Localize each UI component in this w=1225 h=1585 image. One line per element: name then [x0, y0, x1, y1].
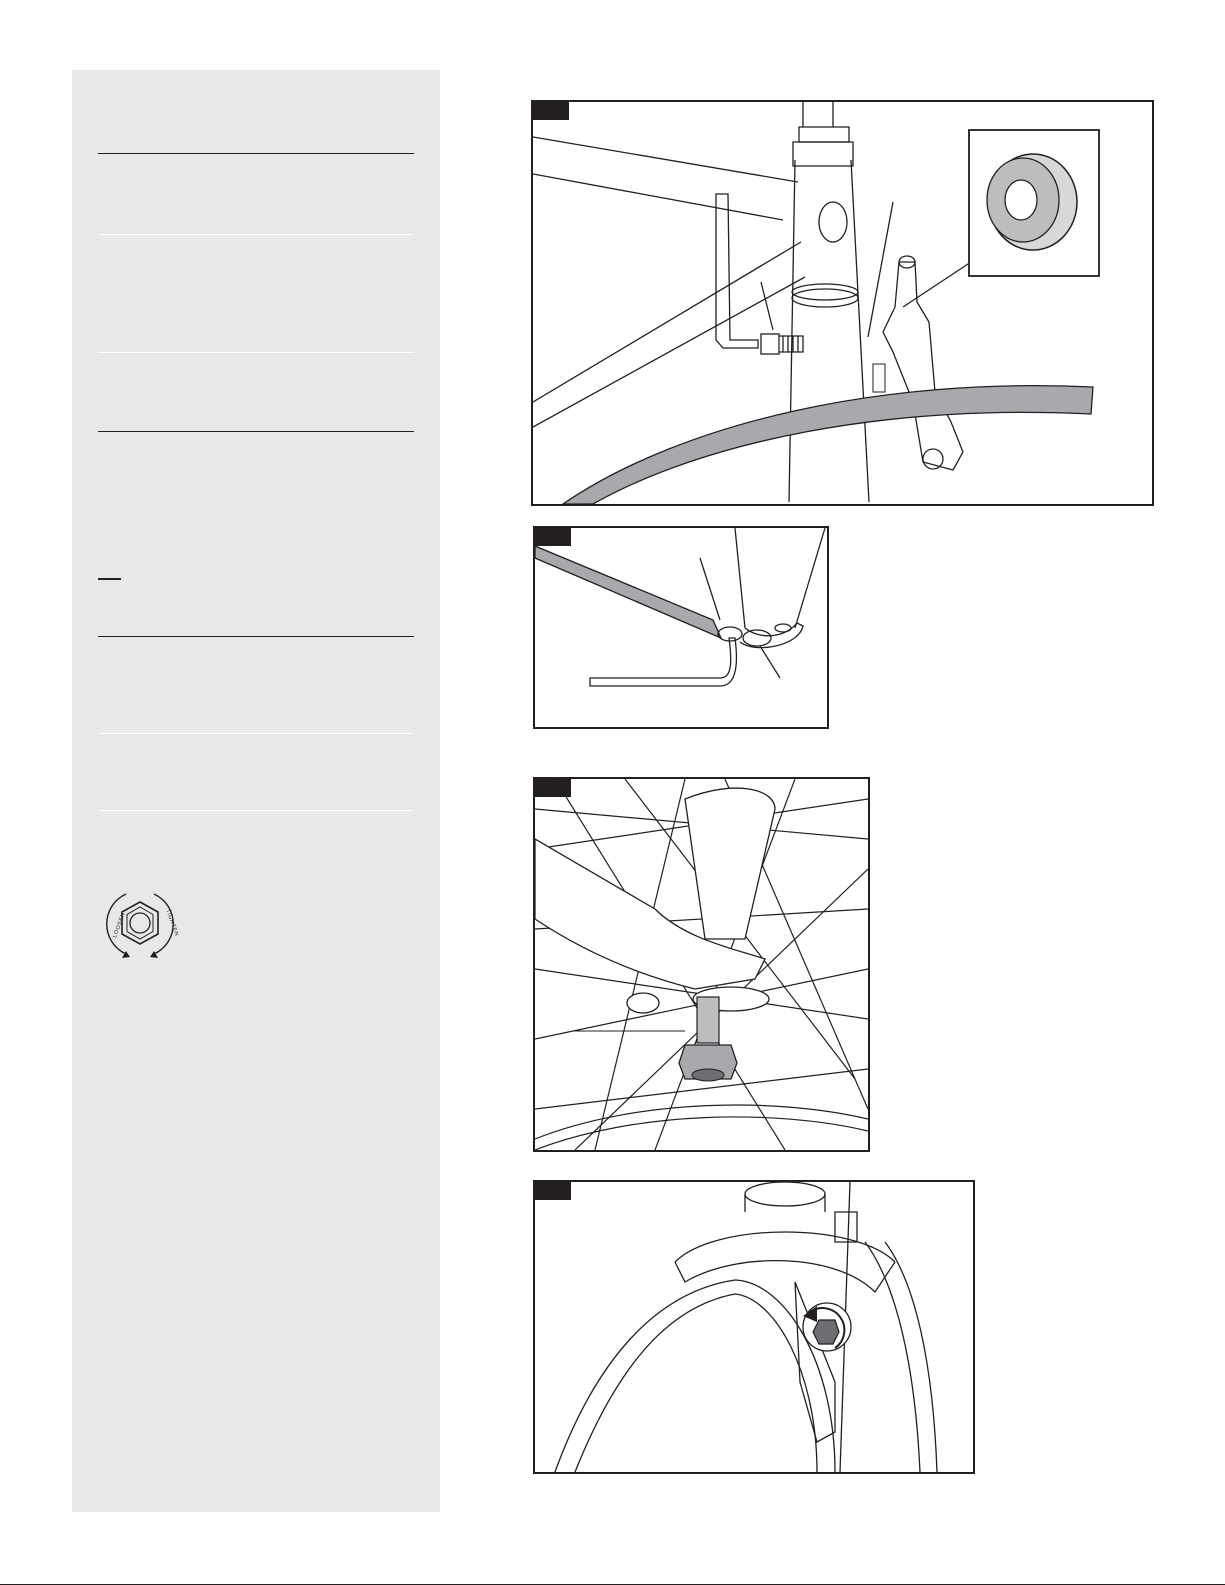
figure-4 — [533, 1180, 975, 1474]
section-divider — [98, 352, 414, 353]
section-divider — [98, 234, 414, 235]
short-underline — [98, 578, 121, 580]
sidebar-panel — [72, 70, 440, 1512]
section-divider — [98, 636, 414, 637]
tighten-label: TIGHTEN — [164, 908, 180, 938]
front-hub-illustration — [535, 779, 868, 1150]
section-divider — [98, 431, 414, 432]
section-divider — [98, 810, 414, 811]
figure-3 — [533, 777, 870, 1152]
section-divider — [98, 733, 414, 734]
loosen-label: LOOSEN — [112, 911, 127, 939]
hex-nut-icon — [86, 884, 190, 964]
figure-2 — [533, 526, 829, 729]
figure-1 — [531, 100, 1154, 506]
section-divider — [98, 153, 414, 154]
fork-brake-illustration — [535, 1182, 973, 1472]
fender-mount-illustration — [535, 528, 827, 727]
head-tube-brake-illustration — [533, 102, 1152, 504]
